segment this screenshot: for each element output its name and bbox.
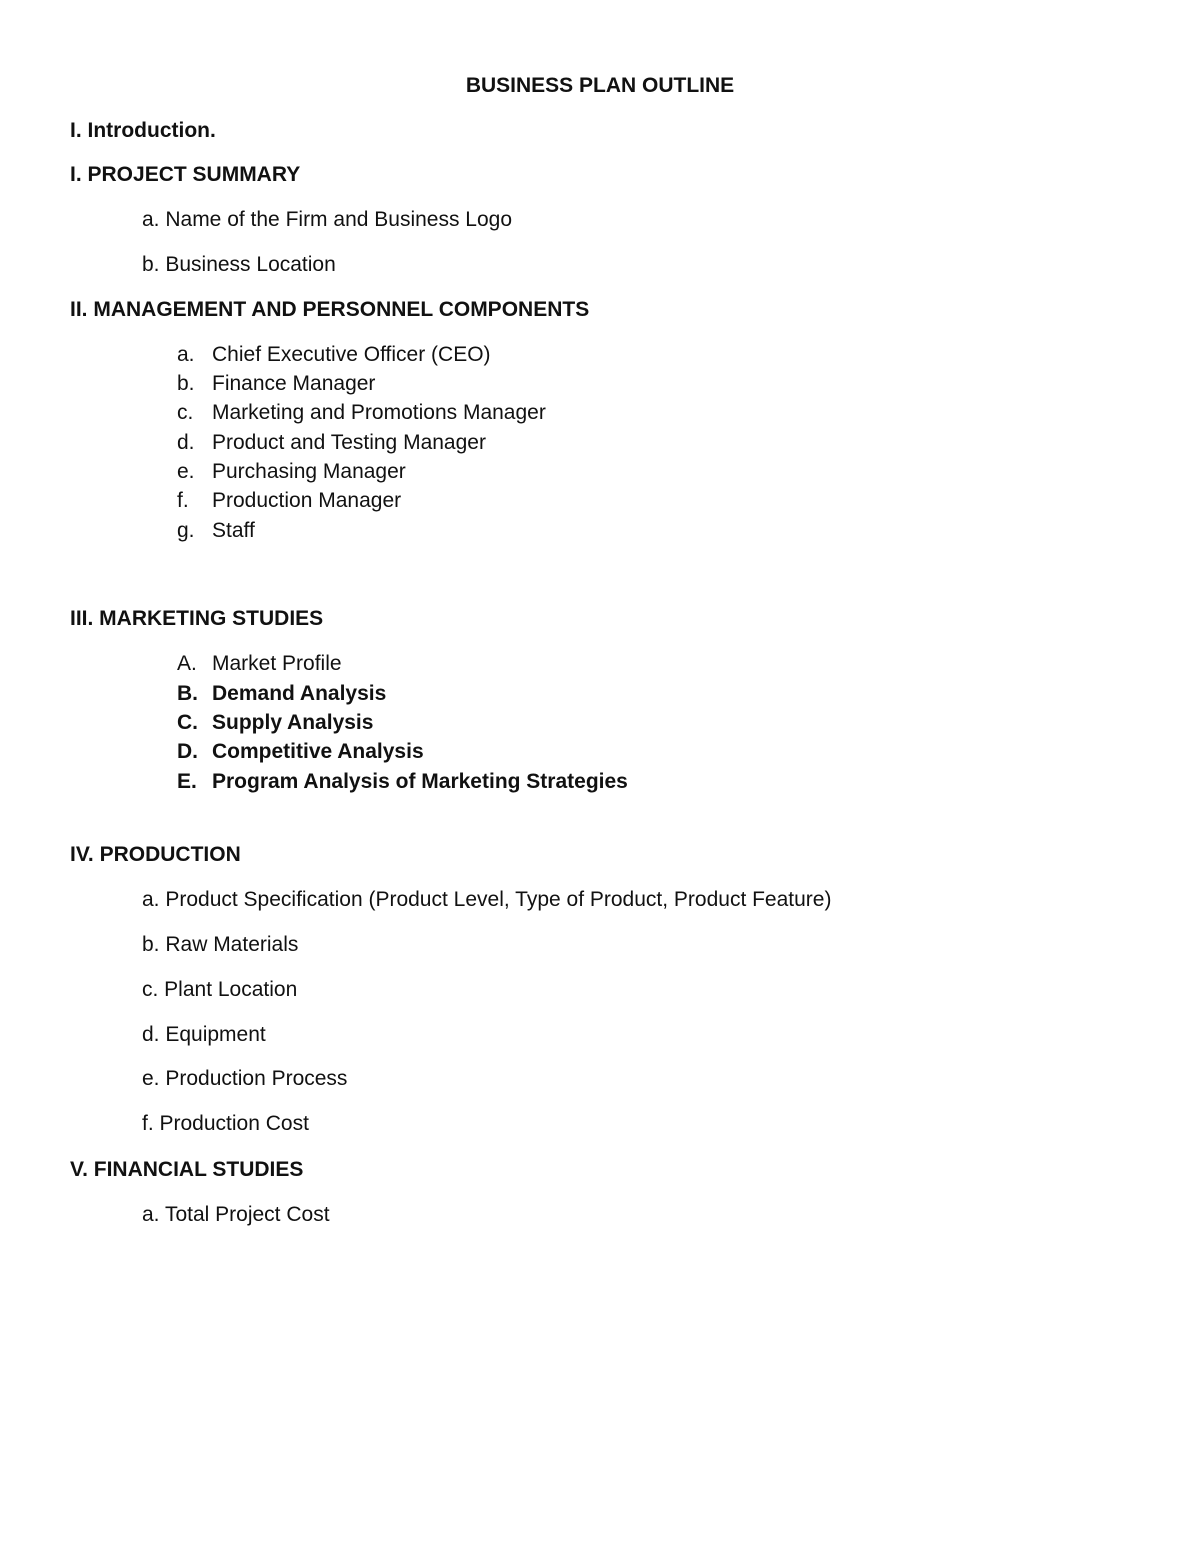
list-marker: b. [177,372,195,395]
list-item-text: Program Analysis of Marketing Strategies [212,770,628,793]
list-marker: B. [177,682,198,705]
list-item: e. Production Process [142,1067,348,1090]
list-item [177,459,406,485]
list-item [177,371,375,397]
list-item: b. Business Location [142,253,336,276]
list-item [177,430,486,456]
list-item [177,769,628,795]
list-item [177,400,546,426]
list-item-text: Market Profile [212,652,342,675]
list-item: a. Total Project Cost [142,1203,330,1226]
list-item-text: Finance Manager [212,372,376,395]
list-item-text: Demand Analysis [212,682,387,705]
list-item: d. Equipment [142,1023,266,1046]
list-item-text: Supply Analysis [212,711,374,734]
list-item: b. Raw Materials [142,933,299,956]
list-item-text: Product and Testing Manager [212,431,486,454]
list-marker: f. [177,489,189,512]
list-item-text: Production Manager [212,489,402,512]
list-marker: g. [177,519,195,542]
section-heading-project-summary: I. PROJECT SUMMARY [70,163,301,186]
list-item-text: Marketing and Promotions Manager [212,401,546,424]
list-item [177,739,424,765]
list-marker: e. [177,460,195,483]
list-item [177,681,386,707]
list-item-text: Staff [212,519,255,542]
intro-heading: I. Introduction. [70,119,216,142]
section-heading-production: IV. PRODUCTION [70,843,241,866]
list-marker: A. [177,652,197,675]
list-item [177,488,401,514]
list-item [177,342,491,368]
list-item-text: Competitive Analysis [212,740,424,763]
list-item-text: Chief Executive Officer (CEO) [212,343,491,366]
list-marker: C. [177,711,198,734]
list-marker: d. [177,431,195,454]
list-item-text: Purchasing Manager [212,460,406,483]
list-item [177,651,342,677]
list-item: a. Name of the Firm and Business Logo [142,208,513,231]
list-marker: E. [177,770,197,793]
section-heading-marketing: III. MARKETING STUDIES [70,607,324,630]
section-heading-management: II. MANAGEMENT AND PERSONNEL COMPONENTS [70,298,590,321]
document-title: BUSINESS PLAN OUTLINE [465,74,735,97]
list-item: a. Product Specification (Product Level, Type of Product, Product Feature) [142,888,832,911]
list-item [177,518,255,544]
list-item [177,710,373,736]
list-marker: D. [177,740,198,763]
section-heading-financial: V. FINANCIAL STUDIES [70,1158,304,1181]
list-marker: a. [177,343,195,366]
list-item: f. Production Cost [142,1112,309,1135]
list-marker: c. [177,401,194,424]
list-item: c. Plant Location [142,978,298,1001]
